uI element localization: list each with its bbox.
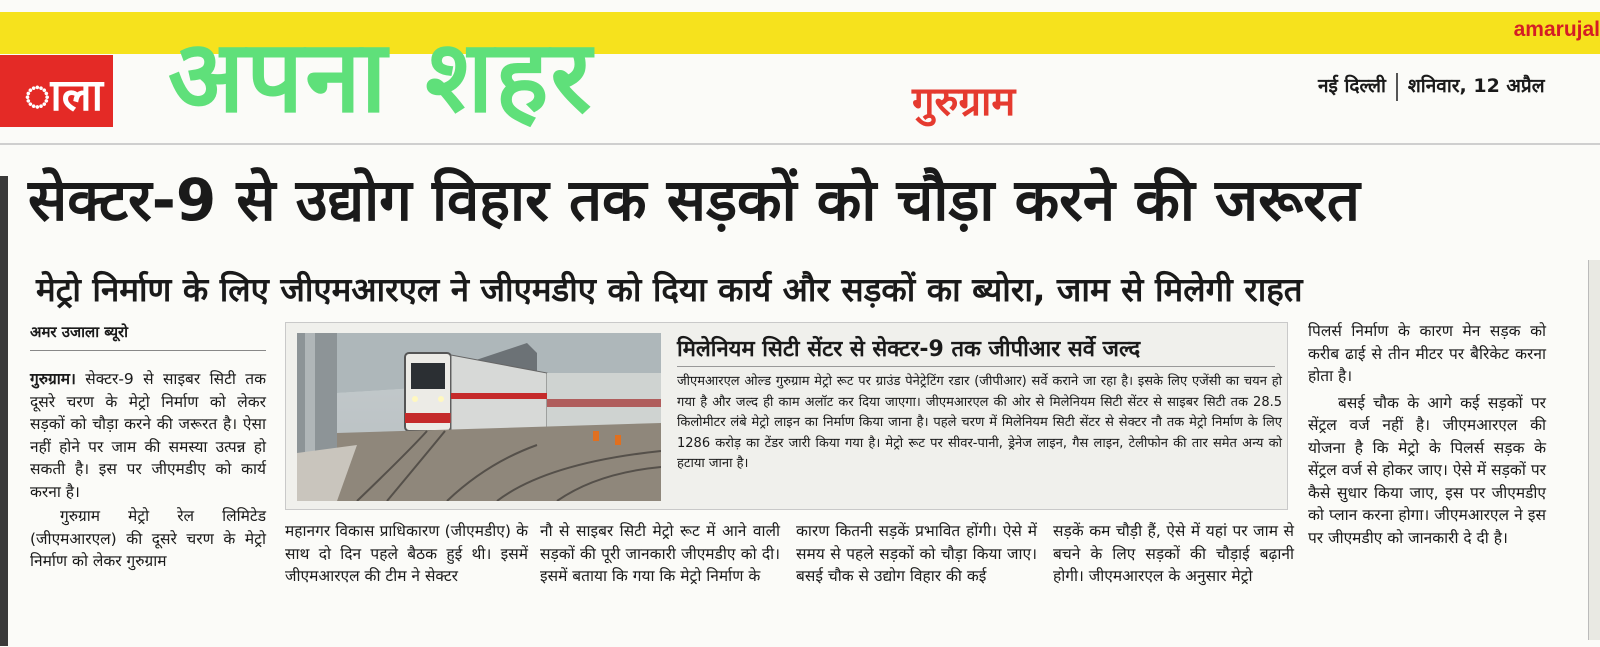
- column-6-paragraph-2: बसई चौक के आगे कई सड़कों पर सेंट्रल वर्ज नहीं है। जीएमआरएल की योजना है कि मेट्रो के पिलर्स सड़क के सेंट्रल वर्ज से होकर जाए। ऐसे में सड़कों पर कैसे सुधार किया जाए, इस पर जीएमडीए को प्लान करना होगा। जीएमआरएल ने इस पर जीएमडीए को जानकारी दे दी है।: [1308, 393, 1546, 547]
- metro-train-image: [297, 333, 661, 501]
- city-label: गुरुग्राम: [912, 79, 1016, 125]
- sidebar-body: जीएमआरएल ओल्ड गुरुग्राम मेट्रो रूट पर ग्राउंड पेनेट्रेटिंग रडार (जीपीआर) सर्वे कराने जा रहा है। इसके लिए एजेंसी का चयन हो गया है और जल्द ही काम अलॉट कर दिया जाएगा। जीएमआरएल की ओर से मिलेनियम सिटी सेंटर से साइबर सिटी तक 28.5 किलोमीटर लंबे मेट्रो लाइन का निर्माण किया जाना है। पहले चरण में मिलेनियम सिटी सेंटर से सेक्टर नौ तक मेट्रो निर्माण के लिए 1286 करोड़ का टेंडर जारी किया गया है। मेट्रो रूट पर सीवर-पानी, ड्रेनेज लाइन, गैस लाइन, टेलीफोन की तार समेत अन्य को हटाया जाना है।: [677, 374, 1282, 471]
- header-rule: [0, 143, 1600, 145]
- article-column-2: महानगर विकास प्राधिकारण (जीएमडीए) के साथ दो दिन पहले बैठक हुई थी। इसमें जीएमआरएल की टीम ने सेक्टर: [285, 522, 528, 585]
- column-1-paragraph-1: [30, 368, 266, 503]
- dateline-lead: गुरुग्राम।: [30, 370, 76, 388]
- sidebar-headline: मिलेनियम सिटी सेंटर से सेक्टर-9 तक जीपीआर सर्वे जल्द: [677, 337, 1141, 362]
- metro-photo: [297, 333, 661, 501]
- page-edge-right: [1588, 260, 1600, 640]
- article-headline: सेक्टर-9 से उद्योग विहार तक सड़कों को चौड़ा करने की जरूरत: [28, 166, 1360, 234]
- sidebar-rule: [677, 366, 1275, 367]
- article-column-1: [30, 368, 266, 575]
- article-column-6: [1308, 320, 1546, 553]
- byline-rule: [30, 350, 266, 351]
- page-edge-left: [0, 176, 8, 646]
- brand-logo: amarujal: [1513, 18, 1600, 41]
- column-6-paragraph-1: पिलर्स निर्माण के कारण मेन सड़क को करीब ढाई से तीन मीटर पर बैरिकेट करना होता है।: [1308, 322, 1546, 385]
- date-label: शनिवार, 12 अप्रैल: [1407, 75, 1545, 97]
- brand-tab: [0, 55, 113, 127]
- article-column-3: नौ से साइबर सिटी मेट्रो रूट में आने वाली सड़कों की पूरी जानकारी जीएमडीए को दी। इसमें बताया कि गया कि मेट्रो निर्माण के: [540, 522, 780, 585]
- byline: अमर उजाला ब्यूरो: [30, 323, 129, 341]
- article-column-4: कारण कितनी सड़कें प्रभावित होंगी। ऐसे में समय से पहले सड़कों को चौड़ा किया जाए। बसई चौक से उद्योग विहार की कई: [796, 522, 1037, 585]
- column-1-text-1: सेक्टर-9 से साइबर सिटी तक दूसरे चरण के मेट्रो निर्माण को लेकर सड़कों को चौड़ा करने की जरूरत है। ऐसा नहीं होने पर जाम की समस्या उत्पन्न हो सकती है। इस पर जीएमडीए को कार्य करना है।: [30, 370, 266, 501]
- place-label: नई दिल्ली: [1318, 75, 1386, 97]
- section-masthead: अपना शहर: [168, 18, 594, 135]
- brand-tab-text: ाला: [24, 70, 103, 121]
- dateline: [1318, 72, 1545, 101]
- column-1-paragraph-2: गुरुग्राम मेट्रो रेल लिमिटेड (जीएमआरएल) की दूसरे चरण के मेट्रो निर्माण को लेकर गुरुग्राम: [30, 507, 266, 570]
- dateline-divider: [1396, 73, 1398, 101]
- article-subheadline: मेट्रो निर्माण के लिए जीएमआरएल ने जीएमडीए को दिया कार्य और सड़कों का ब्योरा, जाम से मिलेगी राहत: [36, 270, 1303, 309]
- article-column-5: सड़कें कम चौड़ी हैं, ऐसे में यहां पर जाम से बचने के लिए सड़कों की चौड़ाई बढ़ानी होगी। जीएमआरएल के अनुसार मेट्रो: [1053, 522, 1294, 585]
